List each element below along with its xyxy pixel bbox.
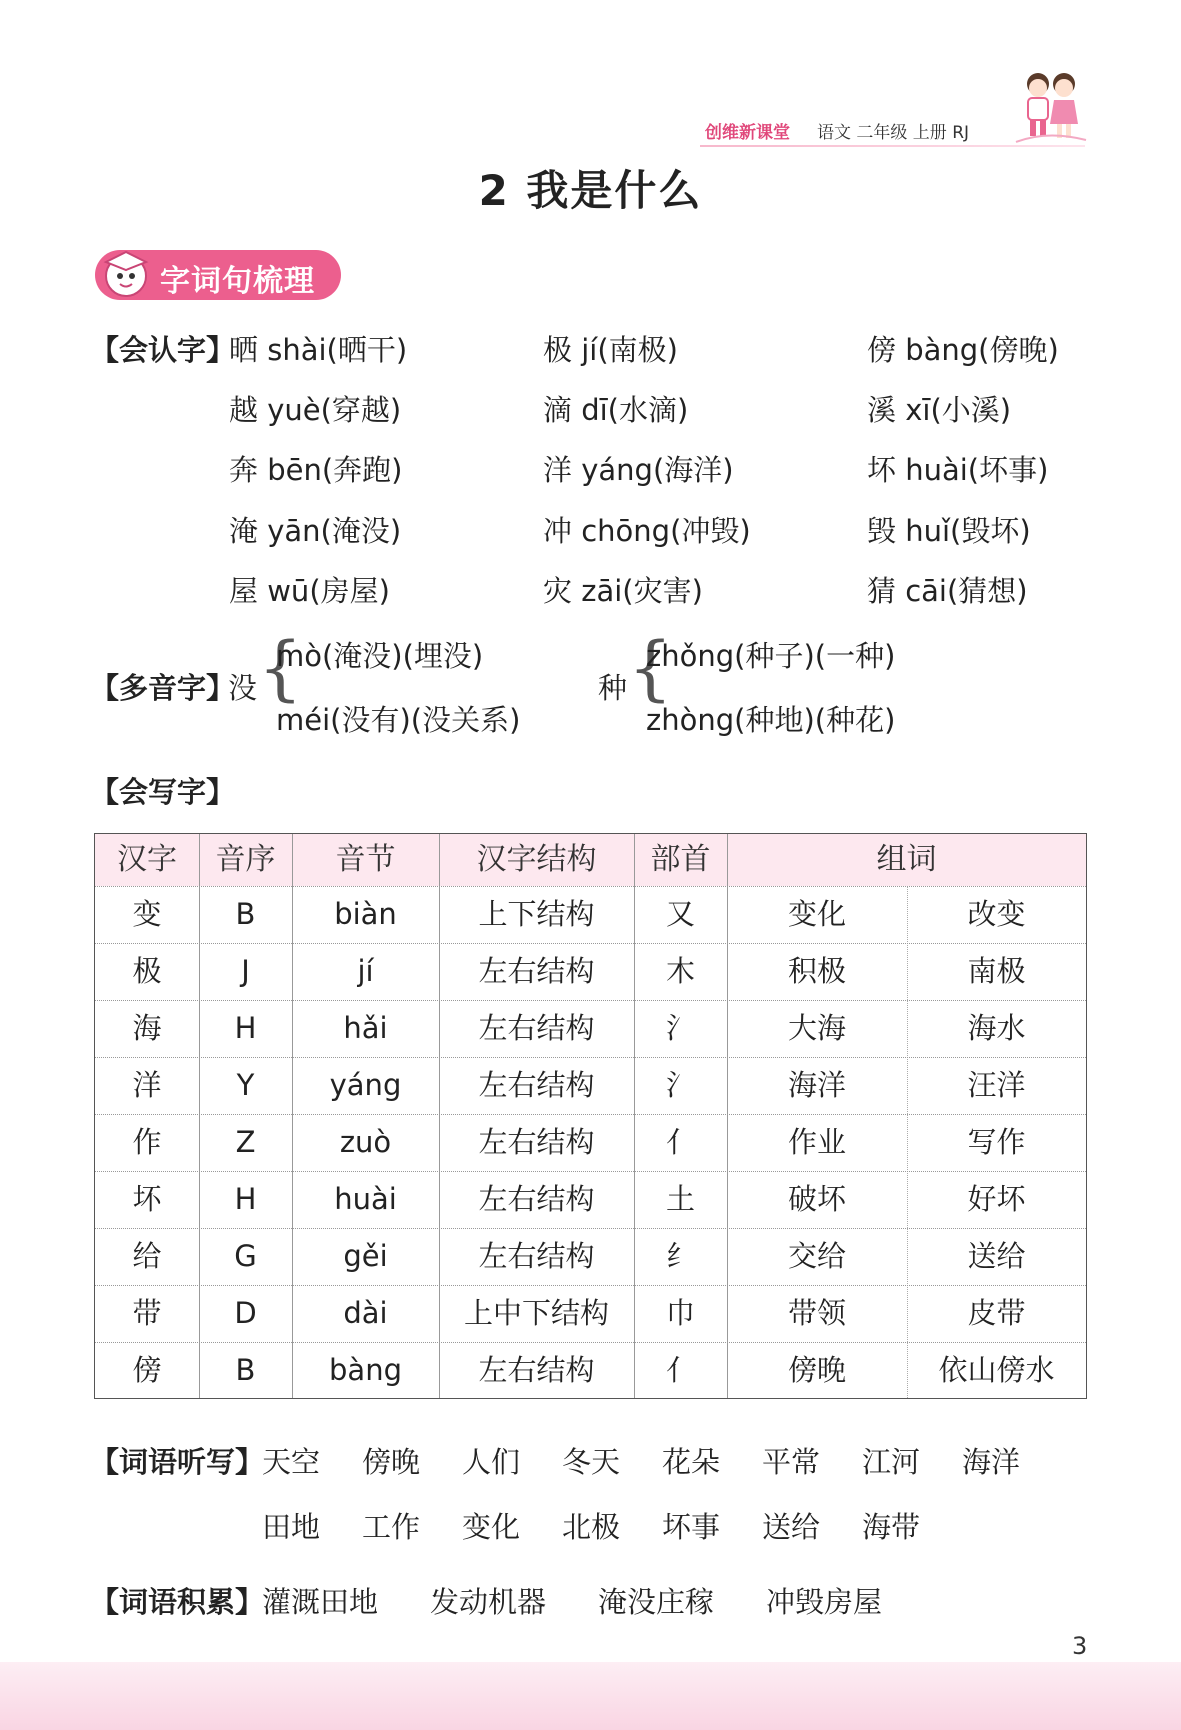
table-cell: 氵 [665,1011,695,1045]
word-item: 淹没庄稼 [598,1585,715,1619]
table-cell: huài [334,1182,397,1216]
table-cell: 左右结构 [478,1125,595,1159]
row-divider [95,1057,1086,1058]
table-cell: 海 [132,1011,162,1045]
table-cell: 作 [132,1125,162,1159]
table-cell: 木 [665,954,695,988]
table-cell: D [234,1296,257,1330]
word-item: 海洋 [962,1445,1021,1479]
header-divider [700,145,1085,147]
word-item: 田地 [262,1510,321,1544]
table-cell: G [234,1239,257,1273]
recognize-item: 淹 yān(淹没) [229,514,402,548]
word-item: 灌溉田地 [262,1585,379,1619]
accumulate-label: 【词语积累】 [90,1585,265,1619]
table-cell: 变化 [787,897,846,931]
table-header-cell: 部首 [650,842,711,877]
recognize-item: 毁 huǐ(毁坏) [867,514,1031,548]
table-cell: 亻 [665,1353,695,1387]
table-cell: H [234,1182,257,1216]
table-cell: 大海 [787,1011,846,1045]
table-cell: J [241,954,250,988]
table-cell: 左右结构 [478,1068,595,1102]
recognize-item: 洋 yáng(海洋) [543,453,734,487]
row-divider [95,886,1086,887]
table-header-cell: 音序 [215,842,276,877]
write-label: 【会写字】 [90,775,236,809]
table-cell: 左右结构 [478,1239,595,1273]
table-cell: 南极 [967,954,1026,988]
polyphonic-char: 种 [598,671,628,705]
recognize-item: 灾 zāi(灾害) [543,574,703,608]
table-header-cell: 音节 [335,842,396,877]
table-cell: 给 [132,1239,162,1273]
recognize-item: 猜 cāi(猜想) [867,574,1028,608]
brace-icon: { [628,627,673,709]
polyphonic-char: 没 [228,671,258,705]
word-item: 北极 [562,1510,621,1544]
table-cell: 汪洋 [967,1068,1026,1102]
table-cell: 积极 [787,954,846,988]
recognize-item: 晒 shài(晒干) [229,333,408,367]
table-cell: 作业 [787,1125,846,1159]
word-item: 送给 [762,1510,821,1544]
table-cell: 又 [665,897,695,931]
table-cell: jí [357,954,374,988]
recognize-item: 滴 dī(水滴) [543,393,689,427]
polyphonic-reading: zhǒng(种子)(一种) [646,639,896,673]
table-cell: yáng [329,1068,402,1102]
table-cell: 土 [665,1182,695,1216]
table-cell: 海洋 [787,1068,846,1102]
word-item: 冲毁房屋 [766,1585,883,1619]
word-item: 海带 [862,1510,921,1544]
word-item: 坏事 [662,1510,721,1544]
table-cell: 好坏 [967,1182,1026,1216]
recognize-item: 越 yuè(穿越) [229,393,402,427]
row-divider [95,1171,1086,1172]
row-divider [95,1000,1086,1001]
table-cell: Y [236,1068,255,1102]
table-cell: B [235,1353,256,1387]
header-meta: 语文 二年级 上册 RJ [817,123,970,143]
row-divider [95,1285,1086,1286]
recognize-item: 坏 huài(坏事) [867,453,1049,487]
table-cell: 上中下结构 [463,1296,609,1330]
row-divider [95,943,1086,944]
word-item: 花朵 [662,1445,721,1479]
row-divider [95,1228,1086,1229]
table-cell: biàn [334,897,397,931]
table-cell: 亻 [665,1125,695,1159]
table-cell: 坏 [132,1182,162,1216]
table-cell: 皮带 [967,1296,1026,1330]
row-divider [95,1114,1086,1115]
mascot-icon [96,244,156,304]
polyphonic-reading: méi(没有)(没关系) [276,703,521,737]
table-cell: 傍 [132,1353,162,1387]
polyphonic-reading: zhòng(种地)(种花) [646,703,896,737]
table-cell: 带领 [787,1296,846,1330]
word-item: 江河 [862,1445,921,1479]
table-cell: 左右结构 [478,954,595,988]
polyphonic-label: 【多音字】 [90,671,236,705]
recognize-item: 傍 bàng(傍晚) [867,333,1059,367]
page-number: 3 [1072,1632,1088,1660]
cartoon-kids-icon [1012,70,1087,145]
table-header-cell: 汉字结构 [476,842,597,877]
table-cell: 氵 [665,1068,695,1102]
table-cell: 海水 [967,1011,1026,1045]
word-item: 天空 [262,1445,321,1479]
dictation-label: 【词语听写】 [90,1445,265,1479]
table-cell: 交给 [787,1239,846,1273]
table-cell: Z [235,1125,256,1159]
page-title: 2 我是什么 [478,166,703,215]
word-item: 冬天 [562,1445,621,1479]
row-divider [95,1342,1086,1343]
recognize-label: 【会认字】 [90,333,236,367]
recognize-item: 溪 xī(小溪) [867,393,1012,427]
recognize-item: 奔 bēn(奔跑) [229,453,403,487]
table-cell: 带 [132,1296,162,1330]
recognize-item: 冲 chōng(冲毁) [543,514,751,548]
table-cell: 变 [132,897,162,931]
recognize-item: 屋 wū(房屋) [229,574,390,608]
polyphonic-reading: mò(淹没)(埋没) [276,639,484,673]
table-cell: 依山傍水 [938,1353,1055,1387]
table-cell: B [235,897,256,931]
recognize-item: 极 jí(南极) [543,333,678,367]
word-item: 工作 [362,1510,421,1544]
table-cell: H [234,1011,257,1045]
word-item: 平常 [762,1445,821,1479]
word-item: 发动机器 [430,1585,547,1619]
table-cell: 破坏 [787,1182,846,1216]
table-cell: 改变 [967,897,1026,931]
footer-band [0,1662,1181,1730]
table-cell: 左右结构 [478,1182,595,1216]
table-header-cell: 组词 [876,842,937,877]
table-cell: 巾 [665,1296,695,1330]
section-badge-label: 字词句梳理 [160,264,315,299]
table-cell: 写作 [967,1125,1026,1159]
table-header-cell: 汉字 [117,842,177,877]
word-item: 人们 [462,1445,521,1479]
word-item: 傍晚 [362,1445,421,1479]
table-cell: 洋 [132,1068,162,1102]
word-item: 变化 [462,1510,521,1544]
table-cell: bàng [329,1353,402,1387]
table-cell: 左右结构 [478,1011,595,1045]
table-cell: 纟 [665,1239,695,1273]
table-cell: zuò [339,1125,392,1159]
brace-icon: { [258,627,303,709]
table-cell: dài [343,1296,388,1330]
table-cell: 上下结构 [478,897,595,931]
table-cell: gěi [343,1239,388,1273]
table-cell: hǎi [343,1011,388,1045]
table-cell: 左右结构 [478,1353,595,1387]
table-cell: 极 [132,954,162,988]
table-cell: 送给 [967,1239,1026,1273]
header-brand: 创维新课堂 [705,123,790,143]
table-cell: 傍晚 [787,1353,846,1387]
